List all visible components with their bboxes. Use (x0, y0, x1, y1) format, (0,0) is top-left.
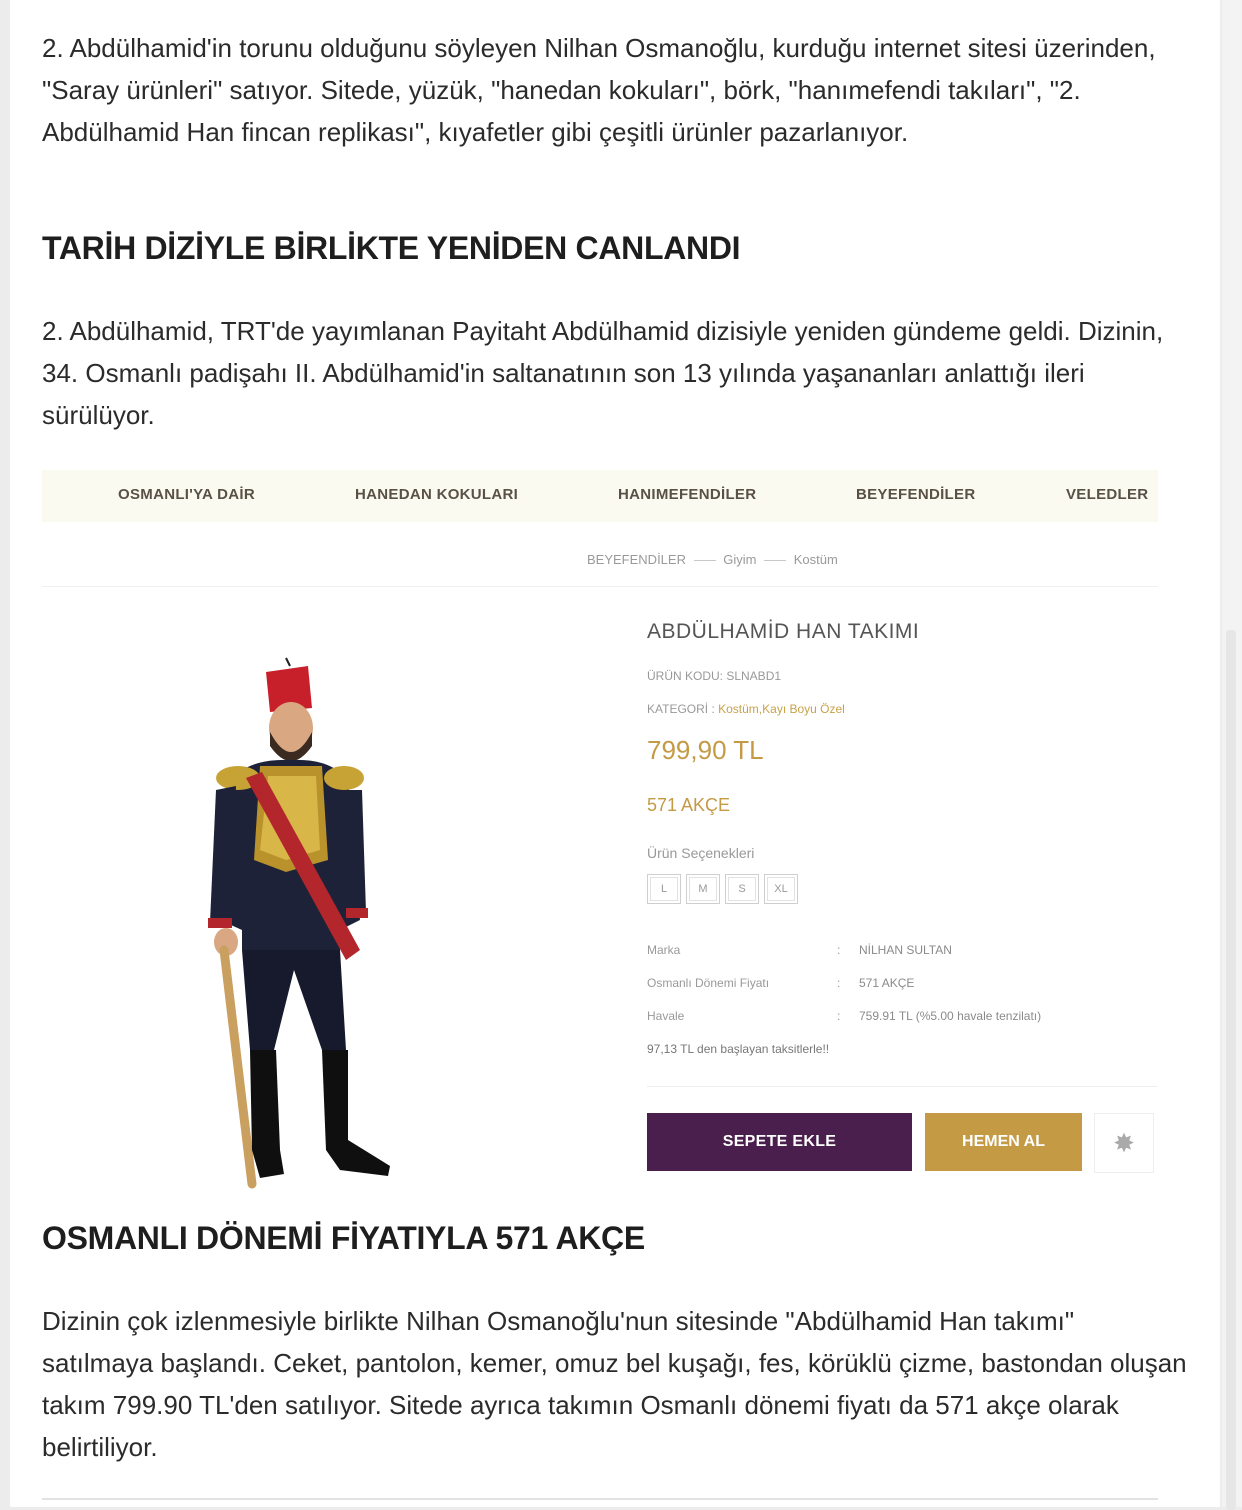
size-option-s[interactable]: S (725, 874, 759, 904)
article-heading-2: OSMANLI DÖNEMİ FİYATIYLA 571 AKÇE (42, 1220, 645, 1256)
spec-sep: : (837, 943, 841, 957)
product-code: ÜRÜN KODU: SLNABD1 (647, 669, 782, 683)
spec-key: Havale (647, 1009, 685, 1023)
bottom-divider (42, 1498, 1158, 1500)
breadcrumb-item-giyim[interactable]: Giyim (723, 552, 757, 567)
shop-nav-bar (42, 470, 1158, 522)
sun-icon: ✸ (1113, 1127, 1135, 1158)
size-option-xl[interactable]: XL (764, 874, 798, 904)
breadcrumb (587, 552, 838, 567)
product-price: 799,90 TL (647, 735, 764, 765)
product-akce-price: 571 AKÇE (647, 795, 731, 815)
product-divider (647, 1086, 1157, 1087)
breadcrumb-item-beyefendiler[interactable]: BEYEFENDİLER (587, 552, 686, 567)
article-paragraph-2: 2. Abdülhamid, TRT'de yayımlanan Payitaht Abdülhamid dizisiyle yeniden gündeme geldi. Dizinin, 34. Osmanlı padişahı II. Abdülhamid'in saltanatının son 13 yılında yaşananları anlattığı ileri sürülüyor. (42, 316, 1164, 430)
add-to-cart-button[interactable]: SEPETE EKLE (647, 1113, 912, 1171)
installments-text[interactable]: 97,13 TL den başlayan taksitlerle!! (647, 1042, 830, 1056)
breadcrumb-item-kostum[interactable]: Kostüm (793, 552, 838, 567)
article-heading-1: TARİH DİZİYLE BİRLİKTE YENİDEN CANLANDI (42, 230, 741, 266)
shop-nav-osmanliya-dair[interactable]: OSMANLI'YA DAİR (118, 486, 255, 503)
spec-value: 571 AKÇE (859, 976, 915, 990)
shop-nav-hanimefendiler[interactable]: HANIMEFENDİLER (618, 486, 757, 503)
product-image (190, 650, 430, 1190)
buy-now-button[interactable]: HEMEN AL (925, 1113, 1082, 1171)
shop-nav-hanedan-kokulari[interactable]: HANEDAN KOKULARI (355, 486, 519, 503)
shop-nav-beyefendiler[interactable]: BEYEFENDİLER (856, 486, 976, 503)
article-paragraph-3: Dizinin çok izlenmesiyle birlikte Nilhan Osmanoğlu'nun sitesinde "Abdülhamid Han takımı" satılmaya başlandı. Ceket, pantolon, kemer, omuz bel kuşağı, fes, körüklü çizme, bastondan oluşan takım 799.90 TL'den satılıyor. Sitede ayrıca takımın Osmanlı dönemi fiyatı da 571 akçe olarak belirtiliyor. (42, 1306, 1187, 1462)
size-option-l[interactable]: L (647, 874, 681, 904)
article-paragraph-1: 2. Abdülhamid'in torunu olduğunu söyleyen Nilhan Osmanoğlu, kurduğu internet sitesi üzerinden, "Saray ürünleri" satıyor. Sitede, yüzük, "hanedan kokuları", börk, "hanımefendi takıları", "2. Abdülhamid Han fincan replikası", kıyafetler gibi çeşitli ürünler pazarlanıyor. (42, 33, 1156, 147)
product-category-link[interactable]: Kostüm,Kayı Boyu Özel (718, 702, 845, 716)
spec-value: NİLHAN SULTAN (859, 943, 952, 957)
size-selector (647, 874, 798, 904)
product-options-label: Ürün Seçenekleri (647, 845, 755, 861)
product-title: ABDÜLHAMİD HAN TAKIMI (647, 620, 920, 643)
spec-row-havale (647, 1009, 1041, 1023)
shop-divider (42, 586, 1158, 587)
spec-row-marka (647, 943, 952, 957)
shop-nav-veledler[interactable]: VELEDLER (1066, 486, 1149, 503)
spec-key: Marka (647, 943, 681, 957)
product-category (647, 702, 845, 716)
size-option-m[interactable]: M (686, 874, 720, 904)
spec-key: Osmanlı Dönemi Fiyatı (647, 976, 770, 990)
spec-sep: : (837, 976, 841, 990)
breadcrumb-separator (694, 560, 716, 561)
product-category-label: KATEGORİ : (647, 702, 719, 716)
spec-value: 759.91 TL (%5.00 havale tenzilatı) (859, 1009, 1042, 1023)
spec-sep: : (837, 1009, 841, 1023)
scrollbar-thumb[interactable] (1226, 630, 1236, 1510)
spec-row-osmanli-fiyati (647, 976, 914, 990)
favorite-button[interactable] (1094, 1113, 1154, 1173)
breadcrumb-separator (764, 560, 786, 561)
